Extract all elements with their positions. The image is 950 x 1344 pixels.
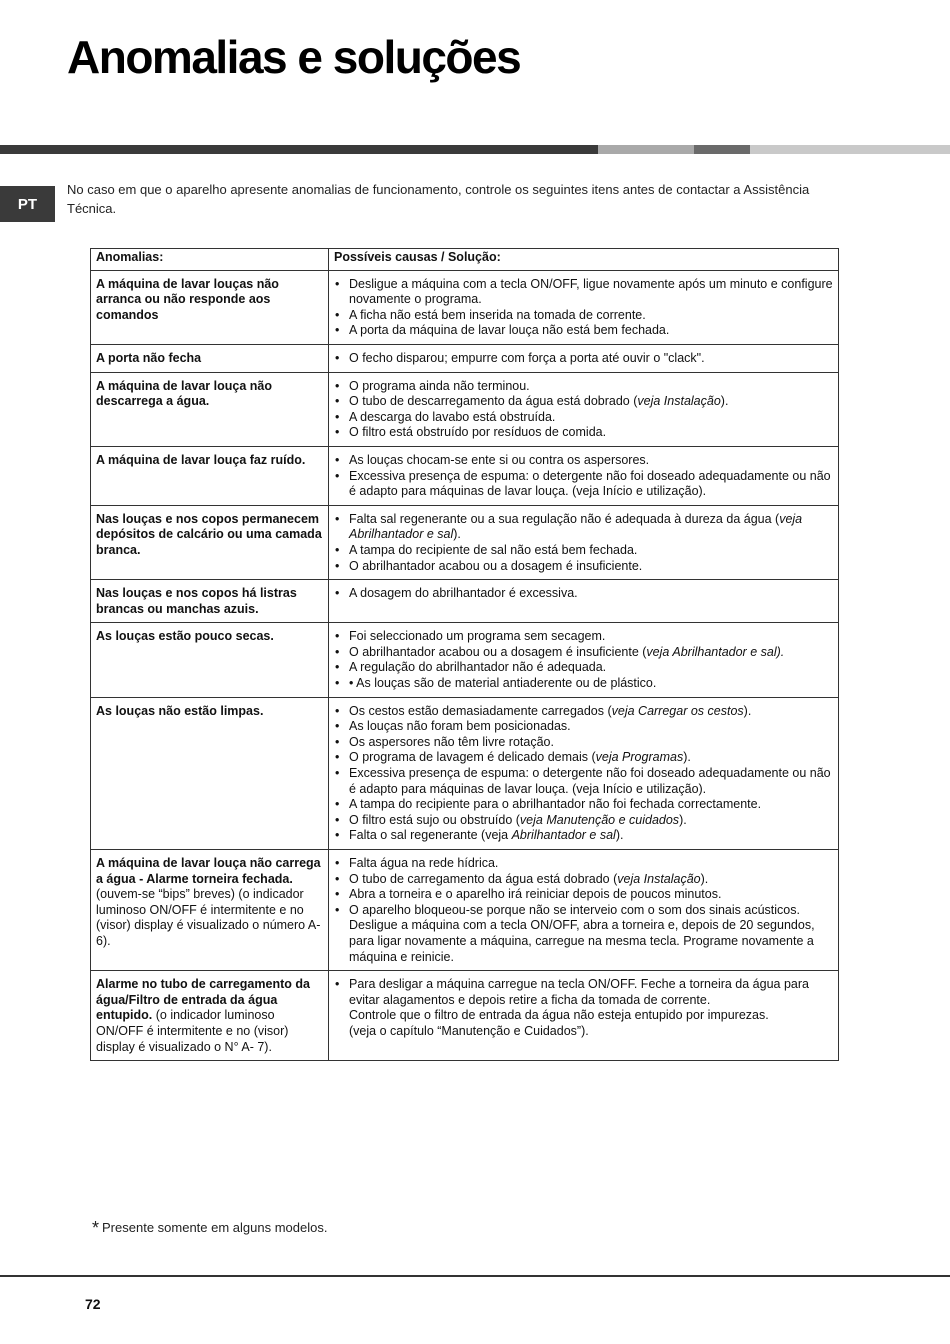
header-anomalies: Anomalias: (91, 249, 329, 271)
cause-text: Excessiva presença de espuma: o detergente não foi doseado adequadamente ou não é adapto para máquinas de lavar louça. (veja Início e utilização). (349, 766, 831, 796)
table-row (91, 850, 839, 971)
causes-cell (329, 372, 839, 446)
intro-text: No caso em que o aparelho apresente anomalias de funcionamento, controle os seguintes itens antes de contactar a Assistência Técnica. (67, 182, 810, 216)
cause-text: ). (743, 703, 752, 718)
cause-text: Falta o sal regenerante (veja (349, 828, 512, 843)
table-row (91, 446, 839, 505)
cause-text: O fecho disparou; empurre com força a porta até ouvir o "clack". (349, 350, 705, 365)
cause-reference: veja Manutenção e cuidados (519, 812, 680, 827)
causes-list (334, 512, 833, 574)
table-row (91, 580, 839, 623)
cause-text: A porta da máquina de lavar louça não está bem fechada. (349, 323, 670, 338)
causes-cell (329, 270, 839, 344)
anomaly-cell (91, 446, 329, 505)
troubleshooting-table (90, 248, 839, 1061)
cause-item (334, 828, 833, 844)
cause-text: O aparelho bloqueou-se porque não se interveio com o som dos sinais acústicos. Desligue a máquina com a tecla ON/OFF, abra a torneira e, depois de 20 segundos, para ligar novamente a máquina, carregue na mesma tecla. Programe novamente a máquina e reinicie. (349, 902, 815, 964)
table-row (91, 697, 839, 849)
footer-divider (0, 1275, 950, 1277)
cause-reference: veja Abrilhantador e sal). (646, 644, 785, 659)
cause-text: Desligue a máquina com a tecla ON/OFF, ligue novamente após um minuto e configure novamente o programa. (349, 276, 833, 307)
cause-item (334, 872, 833, 888)
anomaly-cell (91, 623, 329, 697)
cause-text: Abra a torneira e o aparelho irá reiniciar depois de poucos minutos. (349, 887, 722, 902)
footnote-text: Presente somente em alguns modelos. (102, 1220, 328, 1235)
cause-text: O abrilhantador acabou ou a dosagem é insuficiente ( (349, 644, 647, 659)
anomaly-text: Alarme no tubo de carregamento da água/Filtro de entrada da água entupido. (96, 977, 310, 1023)
anomaly-text: Nas louças e nos copos há listras brancas ou manchas azuis. (96, 586, 297, 616)
causes-cell (329, 344, 839, 372)
cause-text: A tampa do recipiente para o abrilhantador não foi fechada correctamente. (349, 797, 762, 812)
causes-list (334, 586, 833, 602)
cause-text: ). (720, 394, 729, 409)
cause-item (334, 308, 833, 324)
anomaly-cell (91, 971, 329, 1061)
cause-item (334, 903, 833, 965)
cause-text: O abrilhantador acabou ou a dosagem é insuficiente. (349, 558, 643, 573)
cause-text: O filtro está sujo ou obstruído ( (349, 812, 520, 827)
anomaly-text: Nas louças e nos copos permanecem depósitos de calcário ou uma camada branca. (96, 511, 322, 557)
cause-item (334, 676, 833, 692)
cause-text: ). (615, 828, 624, 843)
anomaly-cell (91, 372, 329, 446)
cause-reference: veja Instalação (617, 871, 701, 886)
cause-text: Excessiva presença de espuma: o detergente não foi doseado adequadamente ou não é adapto para máquinas de lavar louça. (veja Início e utilização). (349, 468, 831, 499)
table-row (91, 623, 839, 697)
cause-item (334, 323, 833, 339)
cause-text: Para desligar a máquina carregue na tecla ON/OFF. Feche a torneira da água para evitar alagamentos e depois retire a ficha da tomada de corrente. Controle que o filtro de entrada da água não esteja entupido por impurezas. (veja o capítulo “Manutenção e Cuidados”). (349, 977, 809, 1038)
cause-item (334, 797, 833, 813)
header-divider-dark (0, 145, 598, 154)
table-row (91, 372, 839, 446)
anomaly-cell (91, 697, 329, 849)
anomaly-text: As louças estão pouco secas. (96, 629, 274, 644)
cause-reference: veja Carregar os cestos (611, 703, 744, 718)
header-causes: Possíveis causas / Solução: (329, 249, 839, 271)
page-title: Anomalias e soluções (67, 31, 521, 83)
cause-text: O filtro está obstruído por resíduos de comida. (349, 425, 607, 440)
cause-item (334, 660, 833, 676)
anomaly-text: A máquina de lavar louça não descarrega a água. (96, 378, 272, 409)
causes-list (334, 629, 833, 691)
cause-text: Os aspersores não têm livre rotação. (349, 734, 554, 749)
cause-item (334, 766, 833, 797)
table-row (91, 971, 839, 1061)
cause-reference: Abrilhantador e sal (511, 828, 616, 843)
cause-item (334, 719, 833, 735)
anomaly-text: A máquina de lavar louça faz ruído. (96, 452, 306, 467)
cause-item (334, 645, 833, 661)
cause-text: A ficha não está bem inserida na tomada de corrente. (349, 307, 646, 322)
cause-text: Foi seleccionado um programa sem secagem. (349, 629, 606, 644)
cause-item (334, 394, 833, 410)
causes-list (334, 704, 833, 844)
causes-cell (329, 623, 839, 697)
cause-text: ). (700, 871, 709, 886)
cause-text: A descarga do lavabo está obstruída. (349, 409, 556, 424)
cause-text: As louças chocam-se ente si ou contra os aspersores. (349, 452, 650, 467)
anomaly-cell (91, 270, 329, 344)
cause-item (334, 277, 833, 308)
cause-reference: veja Programas (595, 750, 684, 765)
cause-item (334, 351, 833, 367)
causes-list (334, 277, 833, 339)
header-divider-mid (694, 145, 750, 154)
cause-item (334, 750, 833, 766)
footnote-marker: * (92, 1218, 100, 1238)
anomaly-text: A máquina de lavar louças não arranca ou não responde aos comandos (96, 276, 279, 322)
anomaly-cell (91, 344, 329, 372)
cause-text: As louças não foram bem posicionadas. (349, 719, 571, 734)
cause-item (334, 379, 833, 395)
cause-text: Falta água na rede hídrica. (349, 856, 499, 870)
causes-list (334, 856, 833, 965)
cause-item (334, 735, 833, 751)
causes-list (334, 453, 833, 500)
cause-item (334, 704, 833, 720)
causes-cell (329, 446, 839, 505)
cause-item (334, 856, 833, 872)
anomaly-note: (o indicador luminoso ON/OFF é intermitente e no (visor) display é visualizado o N° A- 7). (96, 1008, 289, 1054)
header-divider-light (598, 145, 694, 154)
cause-text: A regulação do abrilhantador não é adequada. (349, 660, 607, 675)
anomaly-note: (ouvem-se “bips” breves) (o indicador luminoso ON/OFF é intermitente e no (visor) display é visualizado o número A-6). (96, 887, 321, 948)
cause-item (334, 586, 833, 602)
table-row (91, 270, 839, 344)
table-header-row (91, 249, 839, 271)
header-divider-pale (750, 145, 950, 154)
cause-item (334, 410, 833, 426)
anomaly-text: As louças não estão limpas. (96, 703, 264, 718)
causes-cell (329, 697, 839, 849)
causes-list (334, 977, 833, 1039)
causes-cell (329, 850, 839, 971)
causes-list (334, 379, 833, 441)
cause-item (334, 453, 833, 469)
cause-reference: veja Instalação (637, 394, 721, 409)
footnote (92, 1218, 327, 1239)
table-row (91, 505, 839, 579)
causes-cell (329, 580, 839, 623)
cause-text: A dosagem do abrilhantador é excessiva. (349, 586, 578, 601)
cause-item (334, 469, 833, 500)
cause-text: A tampa do recipiente de sal não está bem fechada. (349, 542, 638, 557)
cause-text: Os cestos estão demasiadamente carregados ( (349, 703, 612, 718)
cause-item (334, 813, 833, 829)
cause-text: ). (679, 812, 687, 827)
anomaly-cell (91, 580, 329, 623)
anomaly-cell (91, 850, 329, 971)
anomaly-text: A máquina de lavar louça não carrega a água - Alarme torneira fechada. (96, 856, 321, 886)
anomaly-cell (91, 505, 329, 579)
cause-item (334, 425, 833, 441)
cause-item (334, 977, 833, 1039)
cause-item (334, 629, 833, 645)
language-tab: PT (0, 186, 55, 222)
cause-text: O tubo de carregamento da água está dobrado ( (349, 871, 618, 886)
cause-item (334, 543, 833, 559)
cause-text: • As louças são de material antiaderente ou de plástico. (349, 676, 657, 691)
cause-reference: veja Abrilhantador e sal (349, 511, 803, 542)
page-number: 72 (85, 1296, 101, 1312)
anomaly-text: A porta não fecha (96, 350, 202, 365)
cause-item (334, 559, 833, 575)
causes-cell (329, 971, 839, 1061)
causes-list (334, 351, 833, 367)
cause-item (334, 887, 833, 903)
causes-cell (329, 505, 839, 579)
table-body (91, 270, 839, 1061)
cause-text: O programa ainda não terminou. (349, 378, 530, 393)
cause-text: ). (453, 527, 461, 542)
cause-item (334, 512, 833, 543)
cause-text: O programa de lavagem é delicado demais ( (349, 750, 596, 765)
cause-text: Falta sal regenerante ou a sua regulação não é adequada à dureza da água ( (349, 511, 780, 526)
cause-text: O tubo de descarregamento da água está dobrado ( (349, 394, 638, 409)
table-row (91, 344, 839, 372)
cause-text: ). (683, 750, 691, 765)
